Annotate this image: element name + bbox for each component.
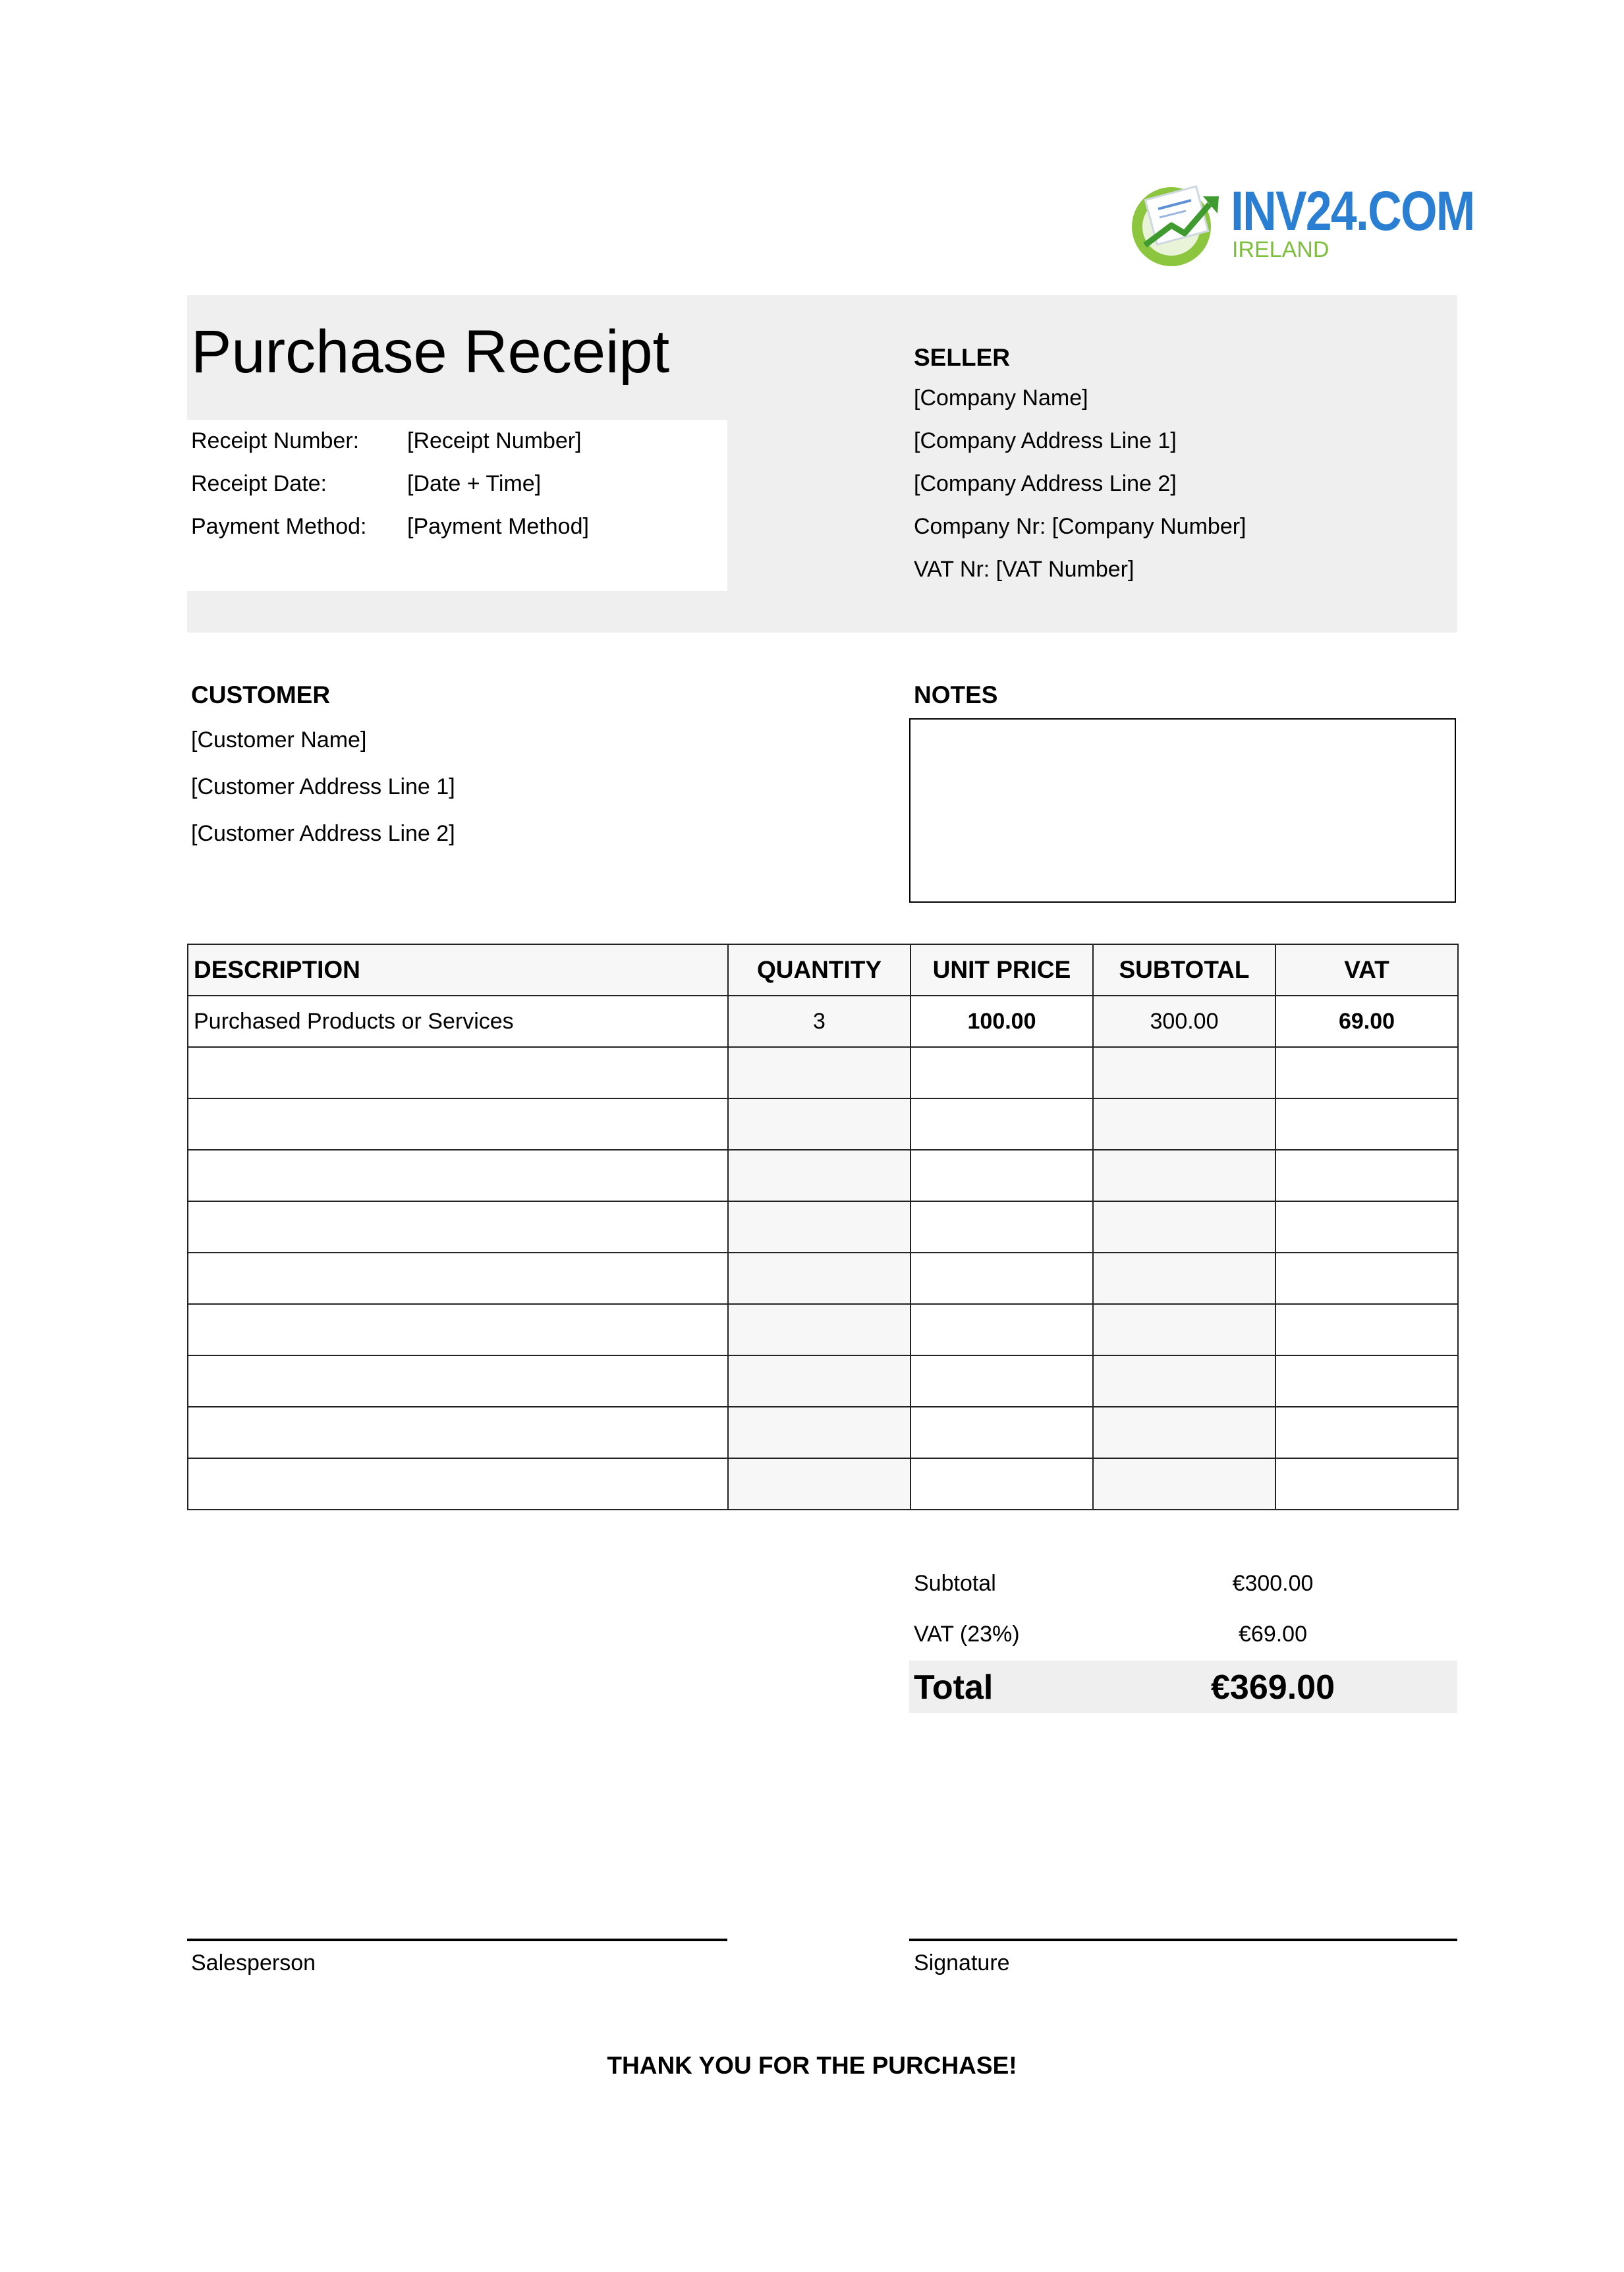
table-row bbox=[188, 1047, 1458, 1098]
cell-vat[interactable] bbox=[1275, 1407, 1458, 1458]
notes-title: NOTES bbox=[914, 681, 998, 708]
cell-vat[interactable] bbox=[1275, 1304, 1458, 1355]
cell-description[interactable] bbox=[188, 1047, 728, 1098]
cell-subtotal[interactable] bbox=[1093, 1407, 1275, 1458]
subtotal-value: €300.00 bbox=[1232, 1571, 1314, 1596]
cell-unit-price[interactable] bbox=[910, 1047, 1093, 1098]
table-row bbox=[188, 1407, 1458, 1458]
cell-quantity[interactable] bbox=[728, 1355, 910, 1407]
cell-subtotal[interactable] bbox=[1093, 1458, 1275, 1510]
cell-quantity[interactable] bbox=[728, 1201, 910, 1253]
items-table bbox=[187, 944, 1459, 1510]
cell-vat[interactable] bbox=[1275, 1201, 1458, 1253]
grand-total-label: Total bbox=[914, 1668, 994, 1707]
cell-vat[interactable] bbox=[1275, 1355, 1458, 1407]
customer-name: [Customer Name] bbox=[191, 727, 367, 753]
cell-description[interactable] bbox=[188, 1407, 728, 1458]
col-header-vat: VAT bbox=[1275, 944, 1458, 996]
cell-unit-price[interactable] bbox=[910, 1304, 1093, 1355]
cell-unit-price[interactable] bbox=[910, 1253, 1093, 1304]
cell-description[interactable] bbox=[188, 1098, 728, 1150]
cell-quantity[interactable] bbox=[728, 1407, 910, 1458]
cell-description[interactable] bbox=[188, 1201, 728, 1253]
vat-total-label: VAT (23%) bbox=[914, 1622, 1020, 1647]
signature-label: Signature bbox=[914, 1950, 1010, 1975]
logo-region: IRELAND bbox=[1232, 237, 1330, 262]
seller-address-line-2: [Company Address Line 2] bbox=[914, 471, 1177, 496]
cell-quantity[interactable] bbox=[728, 1098, 910, 1150]
cell-unit-price[interactable] bbox=[910, 1407, 1093, 1458]
table-row bbox=[188, 1201, 1458, 1253]
customer-address-line-2: [Customer Address Line 2] bbox=[191, 821, 455, 846]
customer-signature-line[interactable] bbox=[909, 1939, 1457, 1941]
notes-box[interactable] bbox=[909, 718, 1456, 903]
cell-subtotal[interactable]: 300.00 bbox=[1093, 996, 1275, 1047]
cell-quantity[interactable] bbox=[728, 1047, 910, 1098]
cell-subtotal[interactable] bbox=[1093, 1098, 1275, 1150]
receipt-number-label: Receipt Number: bbox=[191, 428, 360, 453]
cell-unit-price[interactable] bbox=[910, 1458, 1093, 1510]
seller-company-nr: Company Nr: [Company Number] bbox=[914, 514, 1246, 539]
cell-description[interactable] bbox=[188, 1355, 728, 1407]
logo-icon bbox=[1125, 173, 1224, 271]
vat-total-value: €69.00 bbox=[1239, 1622, 1307, 1647]
cell-unit-price[interactable]: 100.00 bbox=[910, 996, 1093, 1047]
cell-description[interactable] bbox=[188, 1458, 728, 1510]
cell-quantity[interactable]: 3 bbox=[728, 996, 910, 1047]
table-row bbox=[188, 1098, 1458, 1150]
col-header-unit-price: UNIT PRICE bbox=[910, 944, 1093, 996]
payment-method-value: [Payment Method] bbox=[407, 514, 589, 539]
cell-subtotal[interactable] bbox=[1093, 1253, 1275, 1304]
salesperson-signature-line[interactable] bbox=[187, 1939, 727, 1941]
cell-quantity[interactable] bbox=[728, 1304, 910, 1355]
cell-subtotal[interactable] bbox=[1093, 1304, 1275, 1355]
subtotal-label: Subtotal bbox=[914, 1571, 996, 1596]
customer-title: CUSTOMER bbox=[191, 681, 331, 708]
cell-vat[interactable]: 69.00 bbox=[1275, 996, 1458, 1047]
receipt-number-value: [Receipt Number] bbox=[407, 428, 582, 453]
col-header-quantity: QUANTITY bbox=[728, 944, 910, 996]
cell-unit-price[interactable] bbox=[910, 1098, 1093, 1150]
cell-subtotal[interactable] bbox=[1093, 1150, 1275, 1201]
table-row bbox=[188, 1150, 1458, 1201]
table-row bbox=[188, 1355, 1458, 1407]
table-row bbox=[188, 1253, 1458, 1304]
cell-subtotal[interactable] bbox=[1093, 1047, 1275, 1098]
cell-unit-price[interactable] bbox=[910, 1355, 1093, 1407]
cell-vat[interactable] bbox=[1275, 1253, 1458, 1304]
cell-description[interactable]: Purchased Products or Services bbox=[188, 996, 728, 1047]
cell-vat[interactable] bbox=[1275, 1150, 1458, 1201]
table-row bbox=[188, 996, 1458, 1047]
cell-subtotal[interactable] bbox=[1093, 1201, 1275, 1253]
table-header-row bbox=[188, 944, 1458, 996]
cell-vat[interactable] bbox=[1275, 1098, 1458, 1150]
seller-vat-nr: VAT Nr: [VAT Number] bbox=[914, 557, 1134, 582]
cell-subtotal[interactable] bbox=[1093, 1355, 1275, 1407]
cell-description[interactable] bbox=[188, 1253, 728, 1304]
cell-quantity[interactable] bbox=[728, 1458, 910, 1510]
table-row bbox=[188, 1304, 1458, 1355]
customer-address-line-1: [Customer Address Line 1] bbox=[191, 774, 455, 799]
cell-unit-price[interactable] bbox=[910, 1150, 1093, 1201]
cell-quantity[interactable] bbox=[728, 1150, 910, 1201]
payment-method-label: Payment Method: bbox=[191, 514, 367, 539]
cell-description[interactable] bbox=[188, 1304, 728, 1355]
cell-vat[interactable] bbox=[1275, 1458, 1458, 1510]
seller-title: SELLER bbox=[914, 344, 1010, 371]
receipt-date-value: [Date + Time] bbox=[407, 471, 542, 496]
table-row bbox=[188, 1458, 1458, 1510]
cell-vat[interactable] bbox=[1275, 1047, 1458, 1098]
col-header-description: DESCRIPTION bbox=[188, 944, 728, 996]
grand-total-value: €369.00 bbox=[1211, 1668, 1335, 1707]
page-title: Purchase Receipt bbox=[191, 318, 670, 385]
seller-company-name: [Company Name] bbox=[914, 385, 1088, 411]
seller-address-line-1: [Company Address Line 1] bbox=[914, 428, 1177, 453]
thank-you-message: THANK YOU FOR THE PURCHASE! bbox=[607, 2052, 1017, 2079]
col-header-subtotal: SUBTOTAL bbox=[1093, 944, 1275, 996]
cell-description[interactable] bbox=[188, 1150, 728, 1201]
receipt-date-label: Receipt Date: bbox=[191, 471, 327, 496]
salesperson-label: Salesperson bbox=[191, 1950, 316, 1975]
cell-quantity[interactable] bbox=[728, 1253, 910, 1304]
logo-brand: INV24.COM bbox=[1231, 180, 1474, 242]
cell-unit-price[interactable] bbox=[910, 1201, 1093, 1253]
